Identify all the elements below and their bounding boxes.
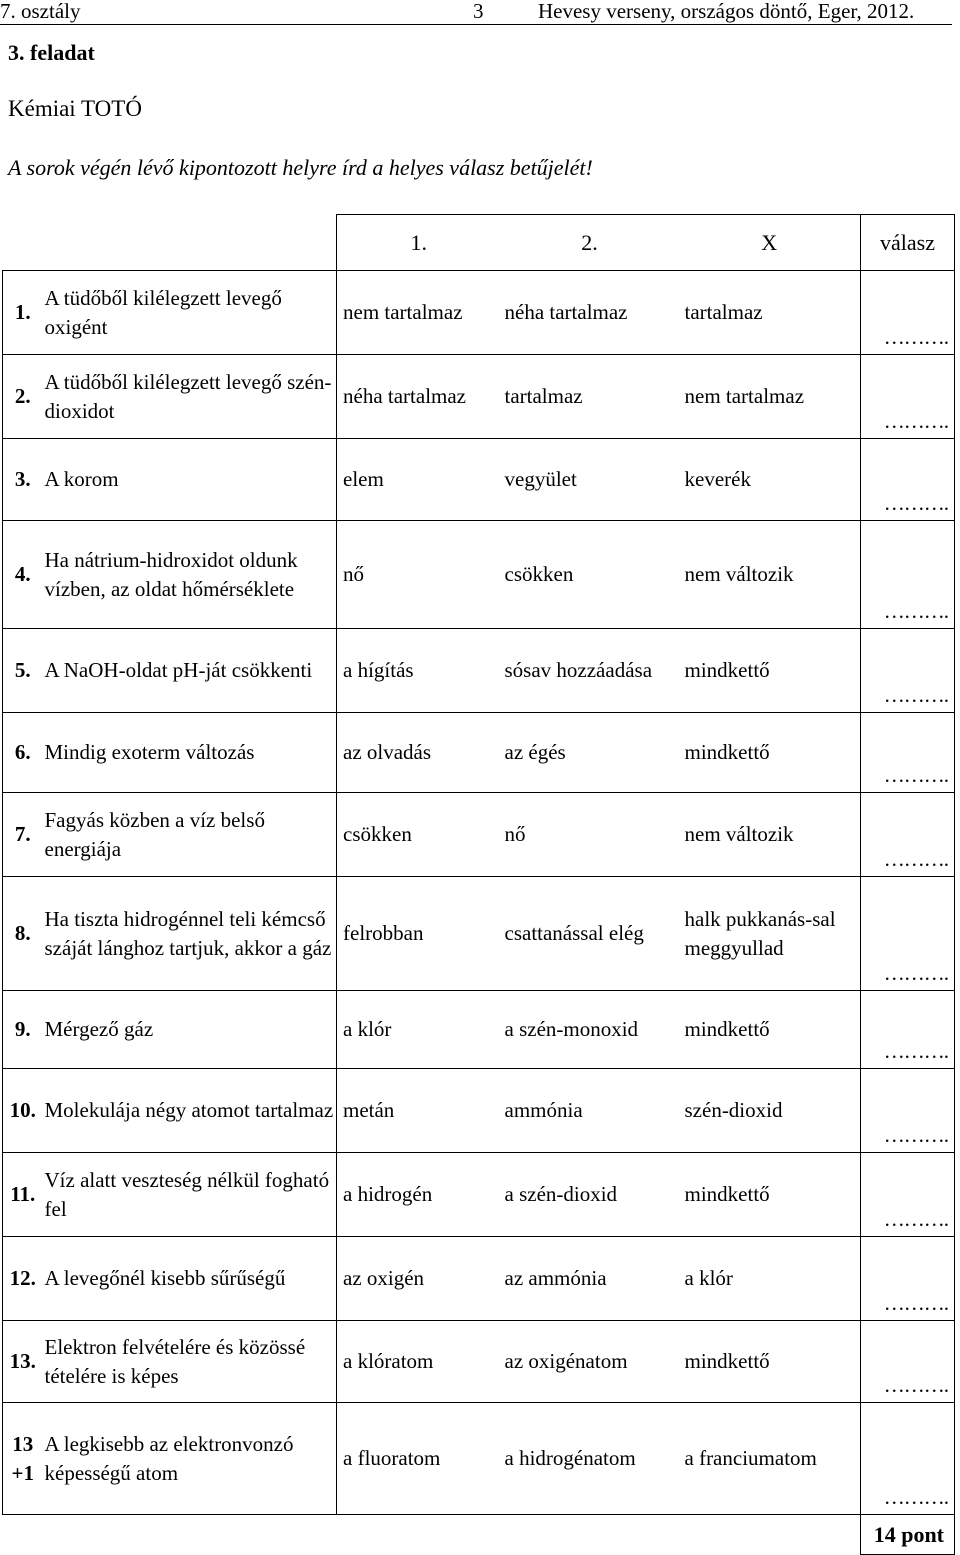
question-text: Molekulája négy atomot tartalmaz (43, 1069, 337, 1153)
option-x: nem tartalmaz (679, 355, 861, 439)
question-number: 13. (3, 1321, 43, 1403)
question-text: A NaOH-oldat pH-ját csökkenti (43, 629, 337, 713)
option-1: csökken (337, 793, 501, 877)
question-number: 10. (3, 1069, 43, 1153)
column-header-1: 1. (337, 215, 501, 271)
table-row (3, 1153, 955, 1237)
option-x: nem változik (679, 793, 861, 877)
option-1: a hígítás (337, 629, 501, 713)
question-text: Víz alatt veszteség nélkül fogható fel (43, 1153, 337, 1237)
option-2: ammónia (501, 1069, 679, 1153)
option-2: a hidrogénatom (501, 1403, 679, 1515)
instruction: A sorok végén lévő kipontozott helyre írd a helyes válasz betűjelét! (8, 155, 593, 180)
question-text: Ha tiszta hidrogénnel teli kémcső száját lánghoz tartjuk, akkor a gáz (43, 877, 337, 991)
answer-blank[interactable]: ………. (861, 1321, 955, 1403)
table-row (3, 1237, 955, 1321)
question-text: A levegőnél kisebb sűrűségű (43, 1237, 337, 1321)
column-header-answer: válasz (861, 215, 955, 271)
question-number: 11. (3, 1153, 43, 1237)
table-row (3, 713, 955, 793)
question-number: 9. (3, 991, 43, 1069)
question-text: A tüdőből kilélegzett levegő oxigént (43, 271, 337, 355)
option-2: csökken (501, 521, 679, 629)
total-row (3, 1515, 955, 1555)
option-2: csattanással elég (501, 877, 679, 991)
option-x: nem változik (679, 521, 861, 629)
question-text: A korom (43, 439, 337, 521)
option-x: a franciumatom (679, 1403, 861, 1515)
option-2: nő (501, 793, 679, 877)
answer-blank[interactable]: ………. (861, 521, 955, 629)
answer-blank[interactable]: ………. (861, 629, 955, 713)
question-number: 3. (3, 439, 43, 521)
answer-blank[interactable]: ………. (861, 1153, 955, 1237)
option-1: a hidrogén (337, 1153, 501, 1237)
toto-table (2, 214, 955, 1555)
answer-blank[interactable]: ………. (861, 439, 955, 521)
question-number: 8. (3, 877, 43, 991)
table-row (3, 1321, 955, 1403)
header-competition: Hevesy verseny, országos döntő, Eger, 2012. (538, 0, 915, 23)
question-number: 6. (3, 713, 43, 793)
total-points: 14 pont (861, 1515, 955, 1555)
table-row (3, 629, 955, 713)
question-number: 2. (3, 355, 43, 439)
option-1: metán (337, 1069, 501, 1153)
option-2: az ammónia (501, 1237, 679, 1321)
option-1: a fluoratom (337, 1403, 501, 1515)
column-header-x: X (679, 215, 861, 271)
option-x: halk pukkanás-sal meggyullad (679, 877, 861, 991)
option-1: az oxigén (337, 1237, 501, 1321)
option-2: az oxigénatom (501, 1321, 679, 1403)
answer-blank[interactable]: ………. (861, 877, 955, 991)
question-number: 4. (3, 521, 43, 629)
question-number: 13 +1 (3, 1403, 43, 1515)
table-row (3, 355, 955, 439)
question-text: Mindig exoterm változás (43, 713, 337, 793)
table-row (3, 439, 955, 521)
question-text: Mérgező gáz (43, 991, 337, 1069)
answer-blank[interactable]: ………. (861, 713, 955, 793)
option-x: a klór (679, 1237, 861, 1321)
option-2: sósav hozzáadása (501, 629, 679, 713)
option-1: felrobban (337, 877, 501, 991)
option-x: mindkettő (679, 991, 861, 1069)
option-1: néha tartalmaz (337, 355, 501, 439)
answer-blank[interactable]: ………. (861, 1069, 955, 1153)
option-x: mindkettő (679, 1321, 861, 1403)
header-page-number: 3 (473, 0, 484, 23)
option-x: tartalmaz (679, 271, 861, 355)
question-number: 12. (3, 1237, 43, 1321)
table-row (3, 1069, 955, 1153)
option-2: vegyület (501, 439, 679, 521)
table-row (3, 271, 955, 355)
header-grade: 7. osztály (0, 0, 81, 23)
answer-blank[interactable]: ………. (861, 355, 955, 439)
option-1: nő (337, 521, 501, 629)
option-1: a klór (337, 991, 501, 1069)
table-row (3, 1403, 955, 1515)
option-2: a szén-monoxid (501, 991, 679, 1069)
option-x: mindkettő (679, 713, 861, 793)
question-text: A legkisebb az elektronvonzó képességű atom (43, 1403, 337, 1515)
question-number: 5. (3, 629, 43, 713)
option-1: az olvadás (337, 713, 501, 793)
answer-blank[interactable]: ………. (861, 271, 955, 355)
subtitle: Kémiai TOTÓ (8, 96, 142, 121)
question-text: Fagyás közben a víz belső energiája (43, 793, 337, 877)
answer-blank[interactable]: ………. (861, 1403, 955, 1515)
answer-blank[interactable]: ………. (861, 793, 955, 877)
option-x: mindkettő (679, 1153, 861, 1237)
option-2: a szén-dioxid (501, 1153, 679, 1237)
table-row (3, 877, 955, 991)
table-row (3, 991, 955, 1069)
option-x: keverék (679, 439, 861, 521)
answer-blank[interactable]: ………. (861, 991, 955, 1069)
option-1: nem tartalmaz (337, 271, 501, 355)
option-2: tartalmaz (501, 355, 679, 439)
answer-blank[interactable]: ………. (861, 1237, 955, 1321)
page-header (0, 0, 952, 25)
task-title: 3. feladat (8, 40, 95, 65)
table-row (3, 521, 955, 629)
option-1: elem (337, 439, 501, 521)
question-number: 7. (3, 793, 43, 877)
question-text: Elektron felvételére és közössé tételére is képes (43, 1321, 337, 1403)
option-x: mindkettő (679, 629, 861, 713)
question-text: Ha nátrium-hidroxidot oldunk vízben, az oldat hőmérséklete (43, 521, 337, 629)
option-1: a klóratom (337, 1321, 501, 1403)
column-header-2: 2. (501, 215, 679, 271)
question-text: A tüdőből kilélegzett levegő szén-dioxidot (43, 355, 337, 439)
table-row (3, 793, 955, 877)
table-header-row (3, 215, 955, 271)
option-2: néha tartalmaz (501, 271, 679, 355)
option-2: az égés (501, 713, 679, 793)
option-x: szén-dioxid (679, 1069, 861, 1153)
question-number: 1. (3, 271, 43, 355)
